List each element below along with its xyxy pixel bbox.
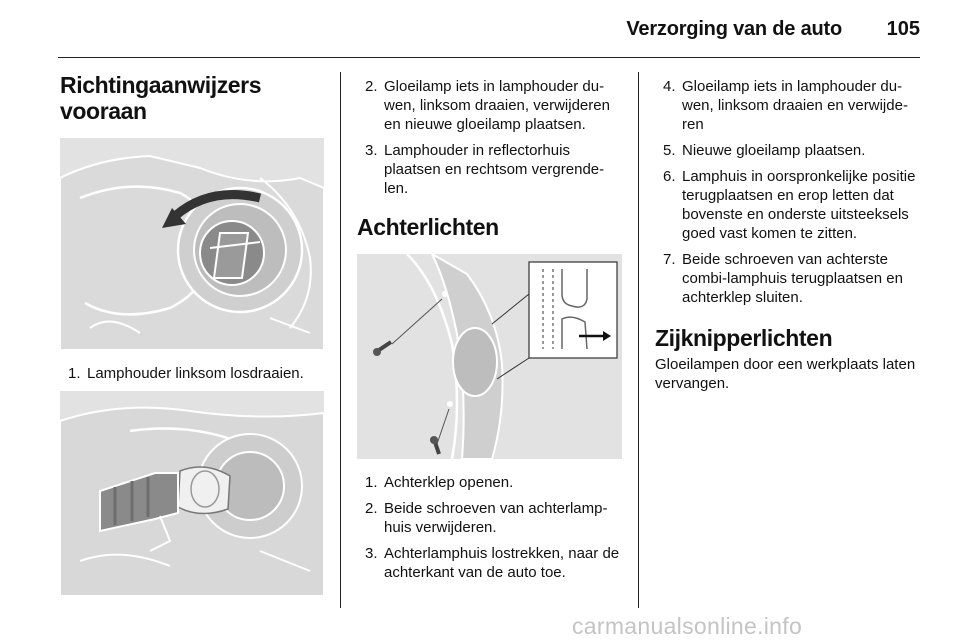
list-item (655, 167, 920, 243)
list-item (655, 250, 920, 307)
step-text: Beide schroeven van achterste combi-lamphuis terugplaatsen en achterklep sluiten. (682, 251, 903, 306)
list-item (357, 473, 622, 492)
steps-list-front (60, 364, 324, 383)
column-divider-right (638, 72, 639, 608)
step-number: 2. (365, 500, 378, 517)
step-text: Lamphouder in reflectorhuis plaatsen en rechtsom vergrendelen. (384, 142, 605, 197)
heading-line-1: Richtingaanwijzers (60, 72, 262, 98)
list-item (357, 544, 622, 582)
column-2 (357, 72, 622, 589)
step-number: 1. (68, 365, 81, 382)
list-item (655, 141, 920, 160)
section-heading-rear-lights: Achterlichten (357, 214, 499, 240)
step-number: 6. (663, 168, 676, 185)
watermark: carmanualsonline.info (572, 613, 803, 639)
step-number: 7. (663, 251, 676, 268)
header-rule (58, 57, 920, 58)
steps-list-front-continued (357, 77, 622, 198)
steps-list-rear-continued (655, 77, 920, 307)
list-item (357, 77, 622, 134)
list-item (60, 364, 324, 383)
side-indicators-paragraph: Gloeilampen door een werkplaats laten vervangen. (655, 356, 916, 392)
steps-list-rear (357, 473, 622, 582)
figure-lamp-holder-rotate (60, 138, 324, 350)
figure-bulb-removal (60, 391, 324, 596)
step-number: 1. (365, 474, 378, 491)
section-heading-side-indicators: Zijknipperlichten (655, 325, 833, 351)
running-header-title: Verzorging van de auto (626, 18, 842, 40)
step-text: Gloeilamp iets in lamphouder duwen, linksom draaien, verwijderen en nieuwe gloeilamp plaatsen. (384, 78, 610, 133)
page-number: 105 (886, 18, 920, 40)
column-divider-left (340, 72, 341, 608)
column-3 (655, 72, 920, 393)
step-number: 5. (663, 142, 676, 159)
list-item (357, 499, 622, 537)
step-text: Nieuwe gloeilamp plaatsen. (682, 142, 866, 159)
step-text: Achterklep openen. (384, 474, 514, 491)
step-text: Lamphuis in oorspronkelijke positie terugplaatsen en erop letten dat bovenste en onderste uitsteeksels goed vast komen te zitten. (682, 168, 916, 242)
list-item (357, 141, 622, 198)
step-text: Beide schroeven van achterlamphuis verwijderen. (384, 500, 608, 536)
step-number: 3. (365, 142, 378, 159)
section-heading-front-indicators (60, 72, 324, 124)
step-text: Gloeilamp iets in lamphouder duwen, linksom draaien en verwijderen (682, 78, 908, 133)
step-text: Lamphouder linksom losdraaien. (87, 365, 304, 382)
figure-rear-lamp-screws (357, 254, 622, 459)
heading-line-2: vooraan (60, 98, 147, 124)
step-number: 2. (365, 78, 378, 95)
list-item (655, 77, 920, 134)
step-number: 3. (365, 545, 378, 562)
step-text: Achterlamphuis lostrekken, naar de achterkant van de auto toe. (384, 545, 620, 581)
column-1 (60, 72, 324, 596)
step-number: 4. (663, 78, 676, 95)
